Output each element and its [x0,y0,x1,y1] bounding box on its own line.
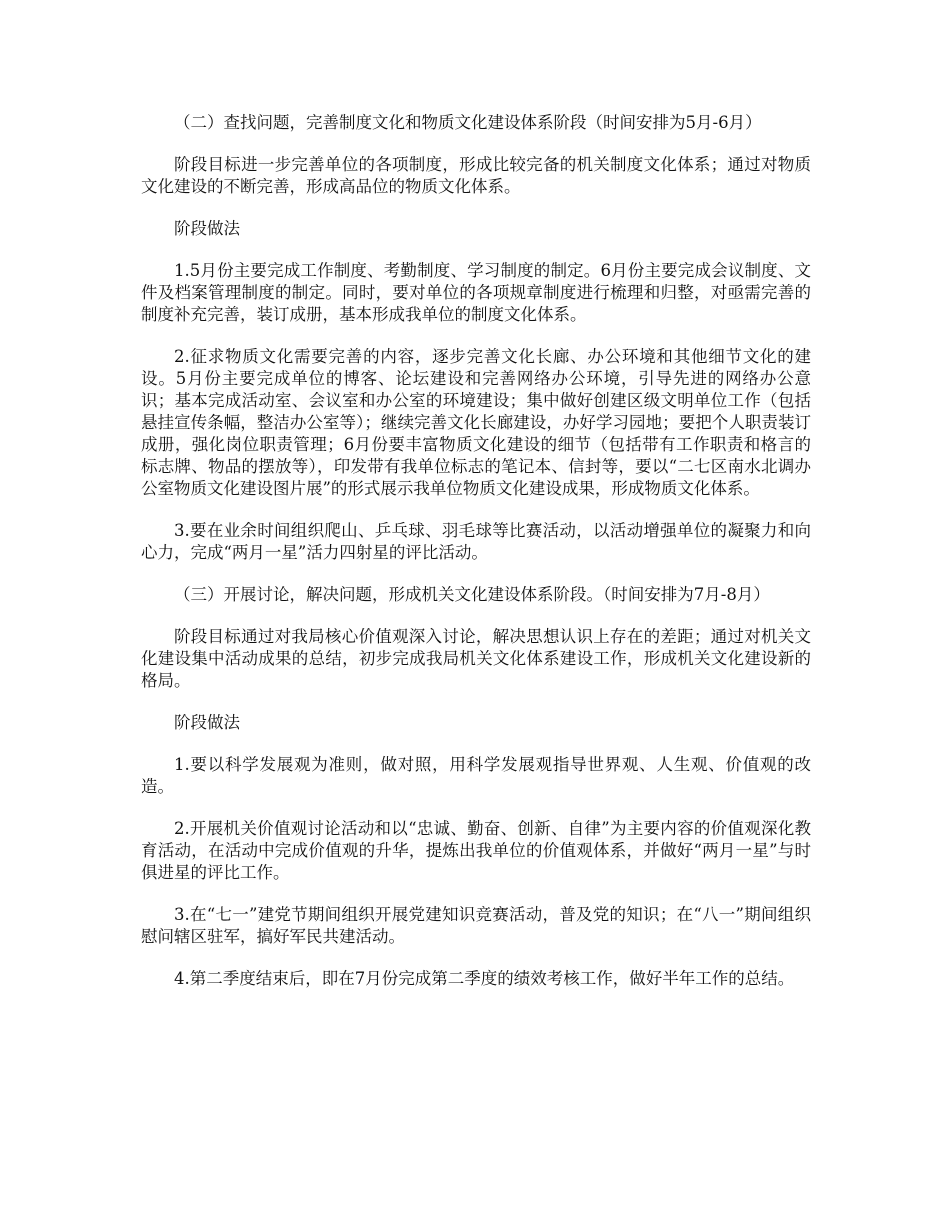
stage-two-item-2: 2.征求物质文化需要完善的内容，逐步完善文化长廊、办公环境和其他细节文化的建设。5月份主要完成单位的博客、论坛建设和完善网络办公环境，引导先进的网络办公意识；基本完成活动室、会议室和办公室的环境建设；集中做好创建区级文明单位工作（包括悬挂宣传条幅，整洁办公室等）；继续完善文化长廊建设，办好学习园地；要把个人职责装订成册，强化岗位职责管理；6月份要丰富物质文化建设的细节（包括带有工作职责和格言的标志牌、物品的摆放等），印发带有我单位标志的笔记本、信封等，要以“二七区南水北调办公室物质文化建设图片展”的形式展示我单位物质文化建设成果，形成物质文化体系。 [141,347,811,498]
stage-three-item-2: 2.开展机关价值观讨论活动和以“忠诚、勤奋、创新、自律”为主要内容的价值观深化教育活动，在活动中完成价值观的升华，提炼出我单位的价值观体系，并做好“两月一星”与时俱进星的评比工作。 [141,819,811,882]
stage-two-methods-heading: 阶段做法 [174,219,240,238]
stage-two-item-1: 1.5月份主要完成工作制度、考勤制度、学习制度的制定。6月份主要完成会议制度、文件及档案管理制度的制定。同时，要对单位的各项规章制度进行梳理和归整，对亟需完善的制度补充完善，装订成册，基本形成我单位的制度文化体系。 [141,261,811,324]
stage-three-item-4: 4.第二季度结束后，即在7月份完成第二季度的绩效考核工作，做好半年工作的总结。 [174,969,795,988]
stage-three-methods-heading: 阶段做法 [174,713,240,732]
document-body [141,112,811,1010]
stage-three-item-1: 1.要以科学发展观为准则，做对照，用科学发展观指导世界观、人生观、价值观的改造。 [141,755,811,796]
stage-two-item-3: 3.要在业余时间组织爬山、乒乓球、羽毛球等比赛活动，以活动增强单位的凝聚力和向心力，完成“两月一星”活力四射星的评比活动。 [141,521,811,562]
section-heading-stage-three: （三）开展讨论，解决问题，形成机关文化建设体系阶段。（时间安排为7月-8月） [174,585,770,604]
stage-two-goal-paragraph: 阶段目标进一步完善单位的各项制度，形成比较完备的机关制度文化体系；通过对物质文化建设的不断完善，形成高品位的物质文化体系。 [141,155,811,196]
stage-three-goal-paragraph: 阶段目标通过对我局核心价值观深入讨论，解决思想认识上存在的差距；通过对机关文化建设集中活动成果的总结，初步完成我局机关文化体系建设工作，形成机关文化建设新的格局。 [141,627,811,690]
section-heading-stage-two: （二）查找问题，完善制度文化和物质文化建设体系阶段（时间安排为5月-6月） [174,113,762,132]
stage-three-item-3: 3.在“七一”建党节期间组织开展党建知识竞赛活动，普及党的知识；在“八一”期间组织慰问辖区驻军，搞好军民共建活动。 [141,905,811,946]
